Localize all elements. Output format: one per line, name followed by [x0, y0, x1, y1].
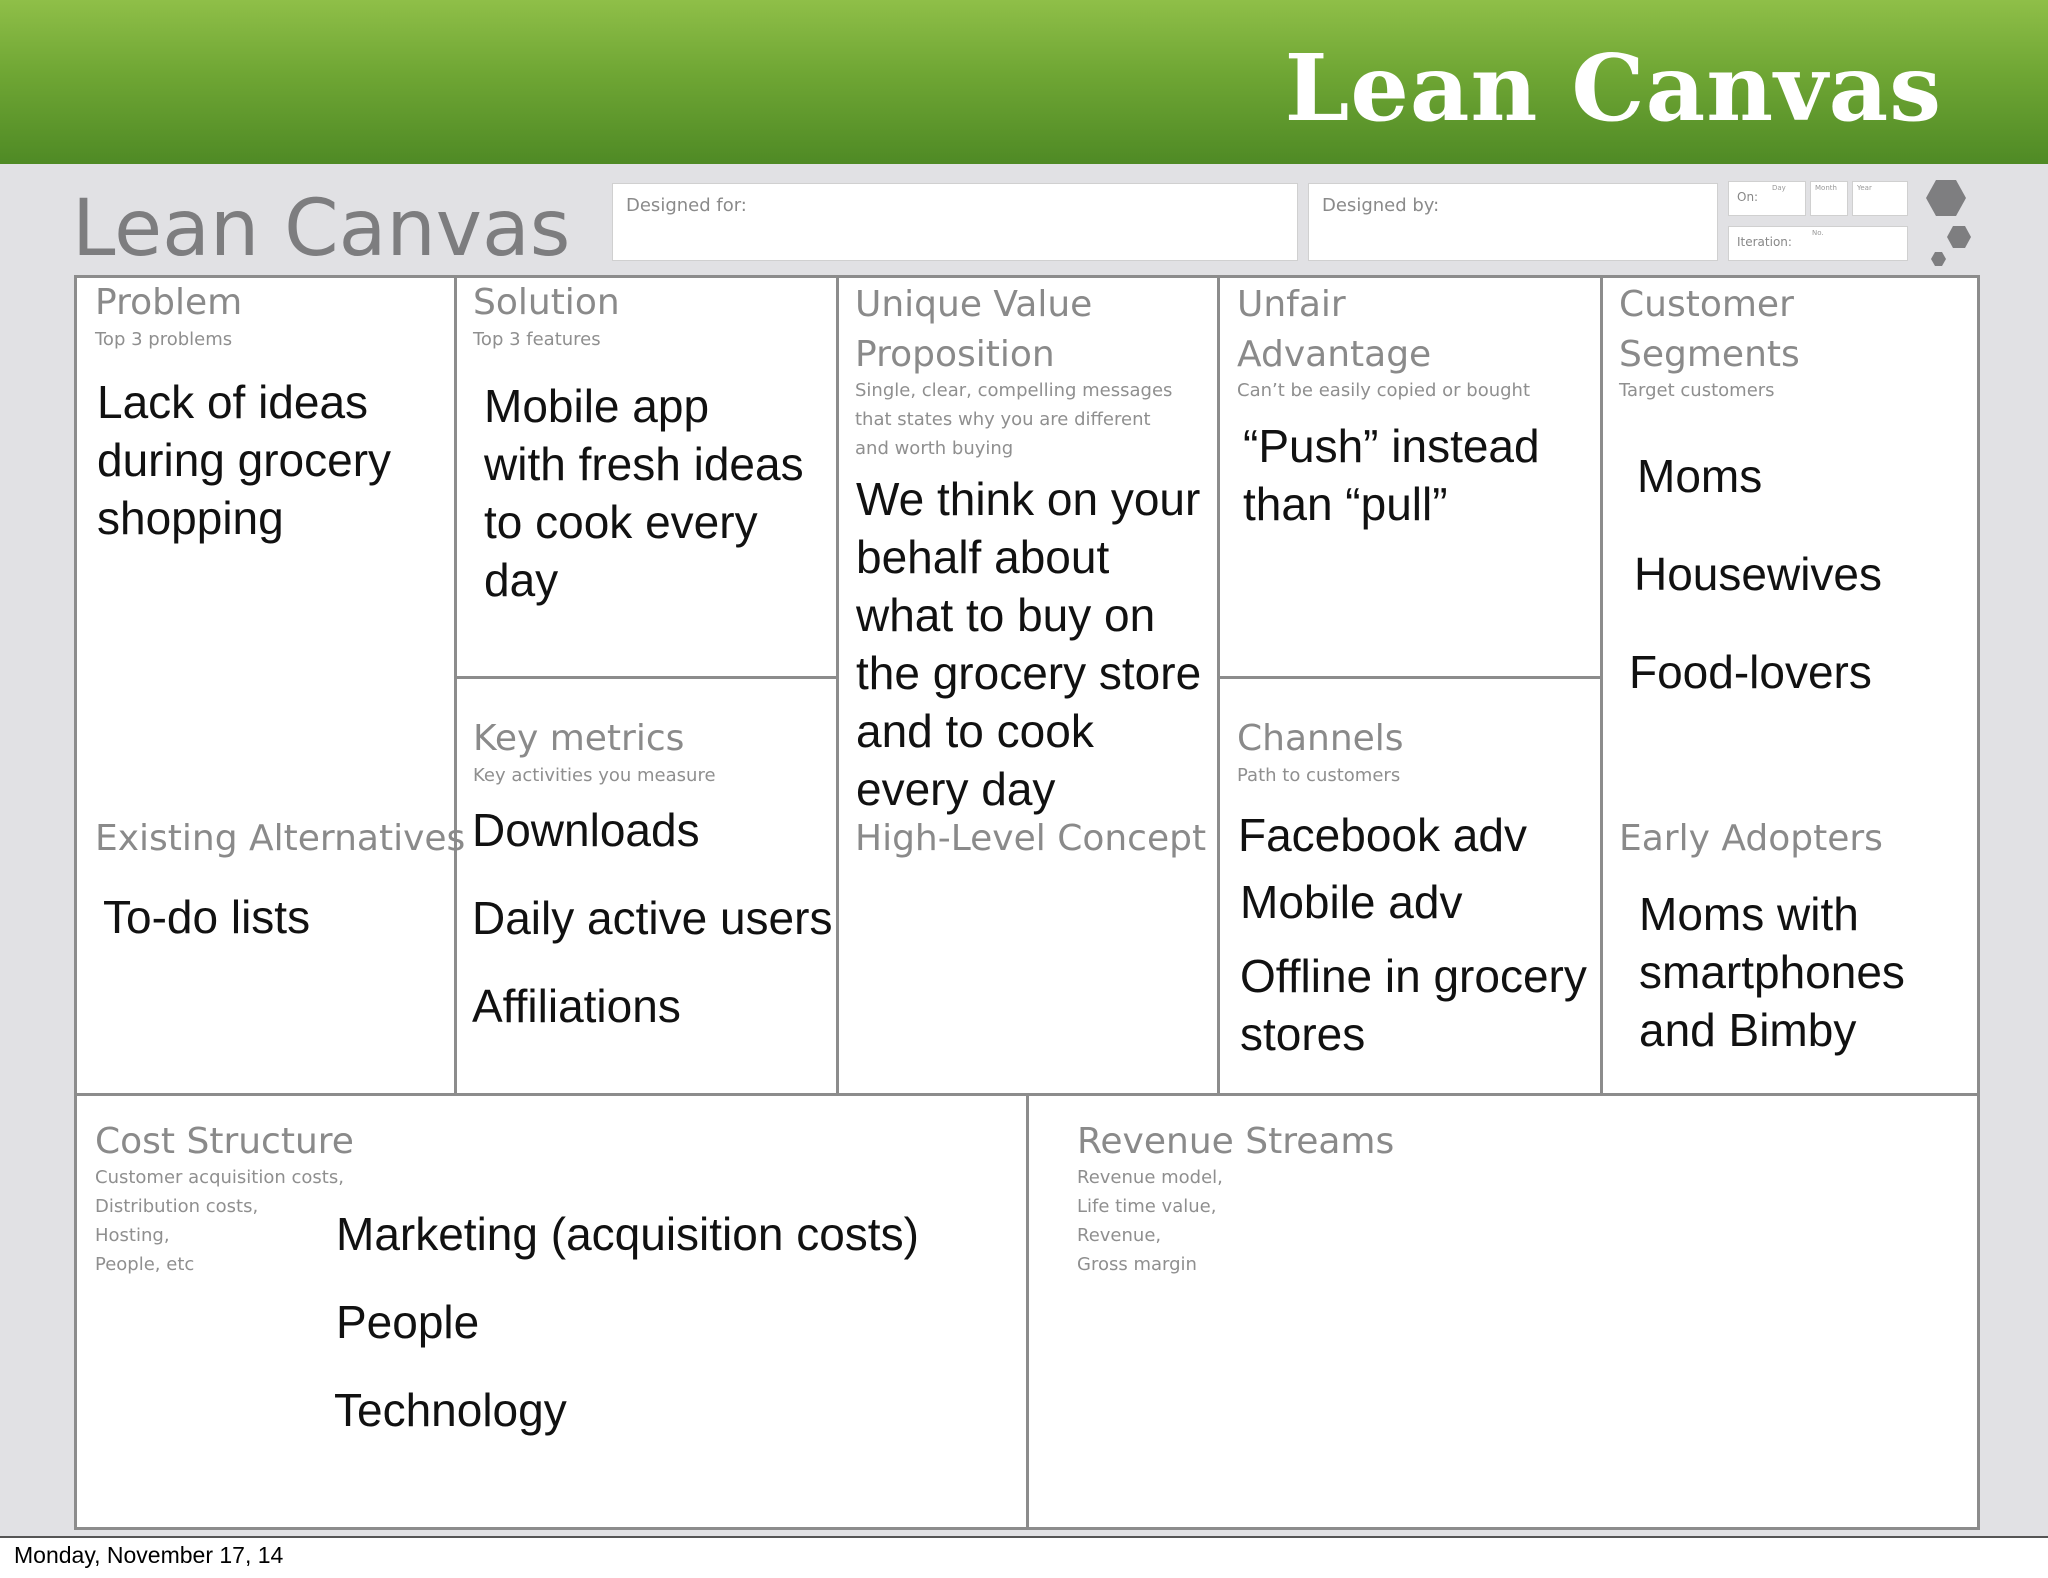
customer-segments-title: Customer Segments	[1619, 284, 1800, 375]
channels-subtitle: Path to customers	[1237, 765, 1401, 786]
cost-structure-title: Cost Structure	[95, 1121, 354, 1162]
key-metric-item: Affiliations	[472, 980, 681, 1032]
key-metrics-subtitle: Key activities you measure	[473, 765, 716, 786]
header-banner	[0, 0, 2048, 164]
designed-for-label: Designed for:	[626, 195, 747, 216]
no-label: No.	[1812, 229, 1824, 237]
key-metrics-title: Key metrics	[473, 718, 685, 759]
customer-segment-item: Food-lovers	[1629, 646, 1872, 698]
problem-content: Lack of ideas during grocery shopping	[97, 376, 392, 544]
designed-for-field[interactable]	[612, 183, 1298, 261]
banner-title: Lean Canvas	[1284, 34, 1942, 142]
canvas-title: Lean Canvas	[72, 184, 571, 274]
on-label: On:	[1737, 190, 1759, 204]
problem-subtitle: Top 3 problems	[95, 329, 233, 350]
revenue-streams-title: Revenue Streams	[1077, 1121, 1395, 1162]
hexagon-logo-icon	[1918, 178, 1978, 270]
early-adopters-content: Moms with smartphones and Bimby	[1639, 888, 1905, 1056]
solution-title: Solution	[473, 282, 620, 323]
customer-segment-item: Housewives	[1634, 548, 1882, 600]
cost-item: Marketing (acquisition costs)	[336, 1208, 919, 1260]
footer-bar	[0, 1536, 2048, 1578]
year-label: Year	[1857, 184, 1872, 192]
high-level-concept-title: High-Level Concept	[855, 818, 1207, 859]
unfair-advantage-title: Unfair Advantage	[1237, 284, 1432, 375]
designed-by-label: Designed by:	[1322, 195, 1440, 216]
channel-item: Mobile adv	[1240, 876, 1463, 928]
existing-alternatives-content: To-do lists	[103, 891, 311, 943]
key-metric-item: Downloads	[472, 804, 700, 856]
customer-segment-item: Moms	[1637, 450, 1763, 502]
revenue-streams-subtitle: Revenue model, Life time value, Revenue, Gross margin	[1077, 1167, 1223, 1275]
iteration-label: Iteration:	[1737, 235, 1792, 249]
designed-by-field[interactable]	[1308, 183, 1718, 261]
unfair-advantage-content: “Push” instead than “pull”	[1243, 420, 1540, 530]
cost-item: People	[336, 1296, 480, 1348]
divider	[454, 275, 457, 1095]
divider	[454, 676, 839, 679]
divider	[836, 275, 839, 1095]
uvp-subtitle: Single, clear, compelling messages that states why you are different and worth buying	[855, 380, 1173, 459]
channel-item: Facebook adv	[1238, 809, 1527, 861]
problem-title: Problem	[95, 282, 243, 323]
divider	[1217, 676, 1603, 679]
cost-structure-subtitle: Customer acquisition costs, Distribution costs, Hosting, People, etc	[95, 1167, 344, 1275]
divider	[1026, 1093, 1029, 1530]
unfair-advantage-subtitle: Can’t be easily copied or bought	[1237, 380, 1531, 401]
solution-content: Mobile app with fresh ideas to cook every day	[484, 380, 804, 606]
channel-item: Offline in grocery stores	[1240, 950, 1587, 1060]
date-on-field[interactable]	[1728, 181, 1806, 216]
existing-alternatives-title: Existing Alternatives	[95, 818, 466, 859]
key-metric-item: Daily active users	[472, 892, 833, 944]
footer-date: Monday, November 17, 14	[14, 1542, 284, 1568]
channels-title: Channels	[1237, 718, 1404, 759]
uvp-content: We think on your behalf about what to buy on the grocery store and to cook every day	[856, 473, 1202, 815]
cost-item: Technology	[334, 1384, 567, 1436]
divider	[1217, 275, 1220, 1095]
early-adopters-title: Early Adopters	[1619, 818, 1883, 859]
solution-subtitle: Top 3 features	[473, 329, 601, 350]
day-label: Day	[1772, 184, 1786, 192]
customer-segments-subtitle: Target customers	[1619, 380, 1775, 401]
divider	[1600, 275, 1603, 1095]
uvp-title: Unique Value Proposition	[855, 284, 1093, 375]
month-label: Month	[1815, 184, 1837, 192]
